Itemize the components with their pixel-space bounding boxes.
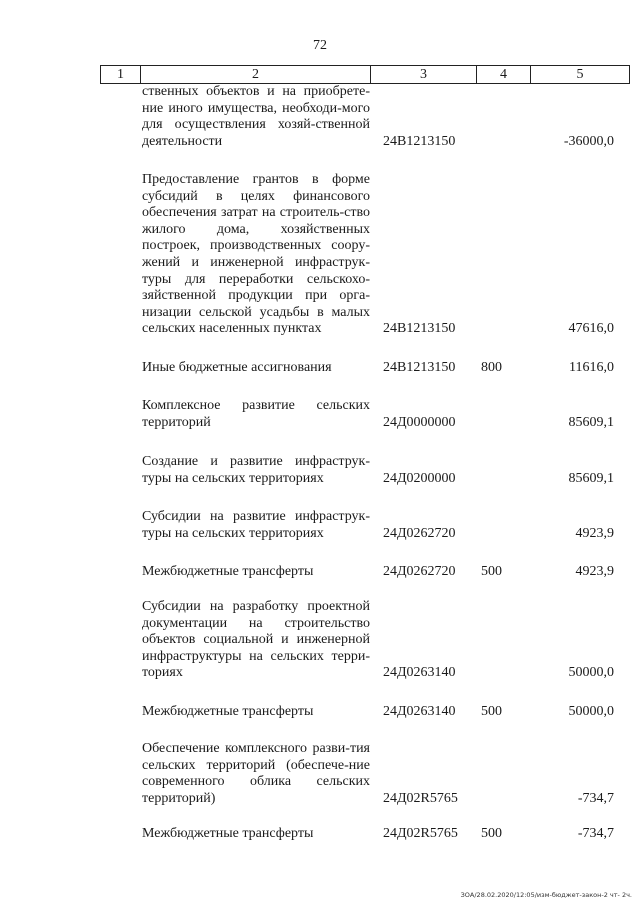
- row-description: Создание и развитие инфраструк-туры на сельских территориях: [142, 454, 370, 486]
- row-amount: -36000,0: [563, 133, 614, 149]
- row-code: 24В1213150: [383, 133, 456, 149]
- row-description: Межбюджетные трансферты: [142, 704, 314, 719]
- row-amount: 50000,0: [568, 704, 614, 719]
- row-type: 500: [481, 704, 502, 719]
- column-header-1: 1: [101, 66, 141, 83]
- row-description: Иные бюджетные ассигнования: [142, 360, 332, 375]
- row-type: 500: [481, 826, 502, 841]
- row-code: 24В1213150: [383, 321, 456, 337]
- row-amount: -734,7: [577, 790, 614, 806]
- row-code: 24Д0263140: [383, 665, 456, 681]
- row-code: 24Д0262720: [383, 564, 456, 579]
- row-description: ственных объектов и на приобрете-ние иного имущества, необходи-мого для осуществления хозяй-ственной деятельности: [142, 84, 370, 149]
- row-description: Предоставление грантов в форме субсидий в целях финансового обеспечения затрат на строитель-ство жилого дома, хозяйственных построек, производственных соору-жений и инженерной инфраструк-туры для переработки сельскохо-зяйственной продукции при орга-низации сельской усадьбы в малых сельских населенных пунктах: [142, 172, 370, 337]
- row-amount: 50000,0: [568, 665, 614, 681]
- row-amount: 85609,1: [568, 414, 614, 430]
- row-description: Комплексное развитие сельских территорий: [142, 398, 370, 430]
- row-amount: 4923,9: [575, 525, 614, 541]
- document-footer-stamp: ЗОА/28.02.2020/12:05/изм-бюджет-закон-2 чт- 2ч.: [460, 891, 632, 899]
- row-code: 24Д0263140: [383, 704, 456, 719]
- row-amount: 11616,0: [569, 360, 614, 375]
- row-description: Субсидии на разработку проектной документации на строительство объектов социальной и инженерной инфраструктуры на сельских терри-ториях: [142, 599, 370, 681]
- column-header-4: 4: [477, 66, 531, 83]
- row-code: 24Д0000000: [383, 414, 456, 430]
- table-header: [100, 65, 630, 84]
- row-description: Обеспечение комплексного разви-тия сельских территорий (обеспече-ние современного облика сельских территорий): [142, 741, 370, 806]
- row-description: Межбюджетные трансферты: [142, 826, 314, 841]
- row-code: 24В1213150: [383, 360, 456, 375]
- column-header-2: 2: [141, 66, 371, 83]
- row-amount: -734,7: [577, 826, 614, 841]
- row-code: 24Д0200000: [383, 470, 456, 486]
- column-header-3: 3: [371, 66, 477, 83]
- column-header-5: 5: [576, 66, 584, 82]
- row-description: Межбюджетные трансферты: [142, 564, 314, 579]
- row-amount: 4923,9: [575, 564, 614, 579]
- row-type: 500: [481, 564, 502, 579]
- row-amount: 47616,0: [568, 321, 614, 337]
- row-type: 800: [481, 360, 502, 375]
- page-number: 72: [313, 38, 327, 53]
- row-code: 24Д02R5765: [383, 790, 458, 806]
- row-code: 24Д0262720: [383, 525, 456, 541]
- row-code: 24Д02R5765: [383, 826, 458, 841]
- row-amount: 85609,1: [568, 470, 614, 486]
- row-description: Субсидии на развитие инфраструк-туры на сельских территориях: [142, 509, 370, 541]
